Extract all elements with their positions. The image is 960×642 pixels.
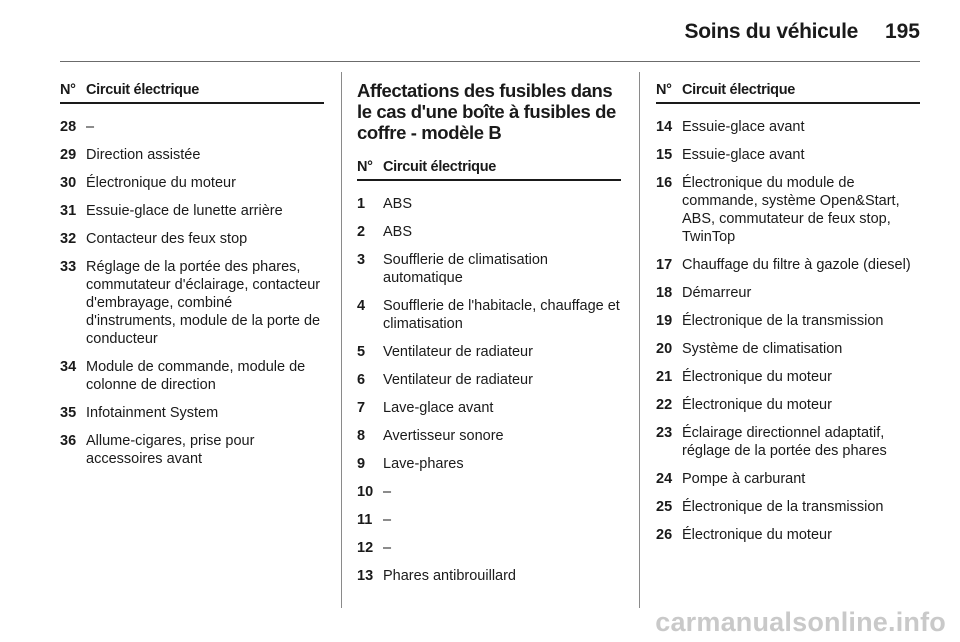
fuse-number: 14 (656, 119, 673, 135)
circuit-description: Ventilateur de radiateur (383, 344, 533, 360)
table-row (357, 427, 621, 445)
fuse-number: 23 (656, 425, 673, 441)
circuit-description: Réglage de la portée des phares, commutateur d'éclairage, contacteur d'embrayage, combiné d'instruments, module de la porte de conducteur (86, 259, 321, 347)
circuit-description: Essuie-glace avant (682, 119, 805, 135)
fuse-number: 11 (357, 512, 373, 528)
left-column (60, 80, 324, 468)
circuit-description: Chauffage du filtre à gazole (diesel) (682, 257, 911, 273)
table-row (60, 358, 324, 394)
circuit-description: Électronique du moteur (86, 175, 236, 191)
middle-table-header (357, 159, 621, 181)
fuse-number: 18 (656, 285, 673, 301)
table-row (656, 284, 920, 302)
column-header-circuit: Circuit électrique (383, 159, 497, 175)
circuit-description: Système de climatisation (682, 341, 843, 357)
table-row (357, 567, 621, 585)
header-divider (60, 61, 920, 62)
fuse-number: 9 (357, 456, 366, 472)
fuse-number: 17 (656, 257, 673, 273)
right-column (656, 80, 920, 544)
fuse-number: 7 (357, 400, 366, 416)
page-number: 195 (884, 20, 920, 43)
circuit-description: Électronique de la transmission (682, 499, 884, 515)
circuit-description: Éclairage directionnel adaptatif, réglage de la portée des phares (682, 425, 887, 459)
section-title: Affectations des fusibles dans le cas d'une boîte à fusibles de coffre - modèle B (357, 80, 616, 143)
fuse-number: 16 (656, 175, 673, 191)
fuse-number: 32 (60, 231, 77, 247)
table-row (357, 251, 621, 287)
middle-table-rows (357, 195, 621, 585)
circuit-description: Allume-cigares, prise pour accessoires avant (86, 433, 255, 467)
fuse-number: 1 (357, 196, 366, 212)
table-row (357, 223, 621, 241)
table-row (357, 399, 621, 417)
fuse-number: 36 (60, 433, 77, 449)
fuse-number: 19 (656, 313, 673, 329)
column-divider-left (341, 72, 342, 608)
table-row (656, 312, 920, 330)
right-table-rows (656, 118, 920, 544)
fuse-number: 33 (60, 259, 77, 275)
watermark: carmanualsonline.info (655, 607, 946, 637)
circuit-description: Module de commande, module de colonne de direction (86, 359, 306, 393)
fuse-number: 2 (357, 224, 366, 240)
circuit-description: Avertisseur sonore (383, 428, 504, 444)
table-row (656, 526, 920, 544)
left-table-rows (60, 118, 324, 468)
circuit-description: Électronique du moteur (682, 369, 832, 385)
circuit-description: Phares antibrouillard (383, 568, 516, 584)
fuse-number: 13 (357, 568, 374, 584)
table-row (357, 343, 621, 361)
table-row (656, 368, 920, 386)
circuit-description: Soufflerie de l'habitacle, chauffage et climatisation (383, 298, 620, 332)
fuse-number: 30 (60, 175, 77, 191)
circuit-description: Démarreur (682, 285, 752, 301)
fuse-number: 12 (357, 540, 374, 556)
fuse-number: 10 (357, 484, 374, 500)
fuse-number: 25 (656, 499, 673, 515)
right-table-header (656, 82, 920, 104)
circuit-description: ABS (383, 196, 413, 212)
circuit-description: Pompe à carburant (682, 471, 806, 487)
column-header-number: N° (357, 159, 373, 175)
table-row (656, 424, 920, 460)
fuse-number: 24 (656, 471, 673, 487)
table-row (357, 539, 621, 557)
table-row (357, 195, 621, 213)
column-header-circuit: Circuit électrique (86, 82, 200, 98)
circuit-description: Électronique de la transmission (682, 313, 884, 329)
circuit-description: Ventilateur de radiateur (383, 372, 533, 388)
table-row (656, 470, 920, 488)
table-row (656, 146, 920, 164)
table-row (357, 483, 621, 501)
table-row (656, 118, 920, 136)
fuse-number: 20 (656, 341, 673, 357)
table-row (656, 256, 920, 274)
fuse-number: 35 (60, 405, 77, 421)
table-row (60, 230, 324, 248)
circuit-description: Soufflerie de climatisation automatique (383, 252, 548, 286)
table-row (357, 371, 621, 389)
circuit-description: Direction assistée (86, 147, 201, 163)
fuse-number: 15 (656, 147, 673, 163)
circuit-description: Infotainment System (86, 405, 219, 421)
column-divider-right (639, 72, 640, 608)
table-row (60, 118, 324, 136)
circuit-description: – (86, 119, 95, 135)
circuit-description: Lave-phares (383, 456, 464, 472)
circuit-description: Essuie-glace de lunette arrière (86, 203, 283, 219)
fuse-number: 34 (60, 359, 77, 375)
table-row (656, 498, 920, 516)
table-row (60, 202, 324, 220)
circuit-description: Contacteur des feux stop (86, 231, 248, 247)
fuse-number: 29 (60, 147, 77, 163)
table-row (357, 511, 621, 529)
left-table-header (60, 82, 324, 104)
fuse-number: 3 (357, 252, 366, 268)
middle-column (357, 80, 621, 585)
fuse-number: 4 (357, 298, 366, 314)
table-row (60, 146, 324, 164)
circuit-description: Essuie-glace avant (682, 147, 805, 163)
fuse-number: 26 (656, 527, 673, 543)
column-header-number: N° (656, 82, 672, 98)
table-row (656, 340, 920, 358)
column-header-number: N° (60, 82, 76, 98)
table-row (357, 455, 621, 473)
circuit-description: – (383, 512, 392, 528)
fuse-number: 28 (60, 119, 77, 135)
circuit-description: Électronique du module de commande, système Open&Start, ABS, commutateur de feux stop, TwinTop (682, 175, 900, 245)
column-header-circuit: Circuit électrique (682, 82, 796, 98)
table-row (60, 174, 324, 192)
circuit-description: – (383, 484, 392, 500)
fuse-number: 5 (357, 344, 366, 360)
table-row (656, 396, 920, 414)
circuit-description: – (383, 540, 392, 556)
fuse-number: 31 (60, 203, 77, 219)
fuse-number: 8 (357, 428, 366, 444)
circuit-description: Lave-glace avant (383, 400, 494, 416)
circuit-description: Électronique du moteur (682, 527, 832, 543)
fuse-number: 6 (357, 372, 366, 388)
page-title: Soins du véhicule (684, 20, 858, 43)
table-row (656, 174, 920, 246)
table-row (357, 297, 621, 333)
fuse-number: 22 (656, 397, 673, 413)
table-row (60, 404, 324, 422)
circuit-description: ABS (383, 224, 413, 240)
circuit-description: Électronique du moteur (682, 397, 832, 413)
table-row (60, 258, 324, 348)
table-row (60, 432, 324, 468)
fuse-number: 21 (656, 369, 673, 385)
page-header (60, 20, 920, 44)
